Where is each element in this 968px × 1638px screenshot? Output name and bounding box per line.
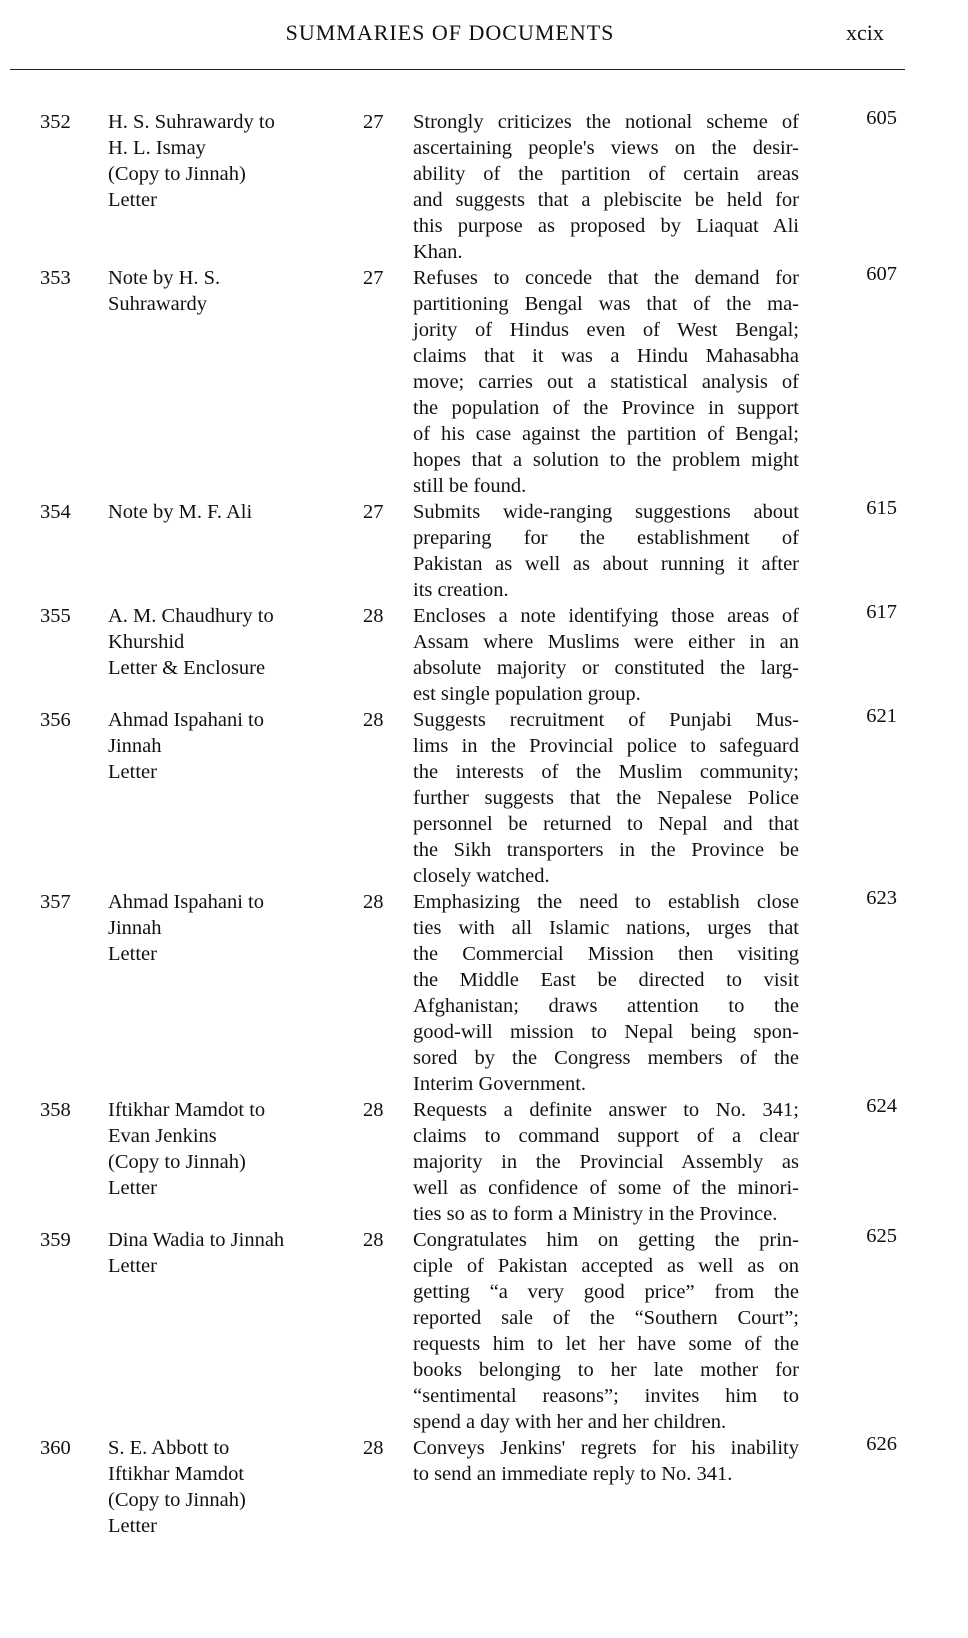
summary-line: ties with all Islamic nations, urges that xyxy=(413,917,799,939)
summary-line: ties so as to form a Ministry in the Province. xyxy=(413,1203,778,1225)
summary-line: Emphasizing the need to establish close xyxy=(413,891,799,913)
document-summary xyxy=(413,109,799,265)
summary-line: Refuses to concede that the demand for xyxy=(413,267,799,289)
document-page: 624 xyxy=(866,1095,897,1117)
document-page: 617 xyxy=(866,601,897,623)
document-entry xyxy=(0,603,968,707)
from-line: Evan Jenkins xyxy=(108,1125,217,1147)
document-summary xyxy=(413,499,799,603)
from-line: S. E. Abbott to xyxy=(108,1437,230,1459)
document-entry xyxy=(0,1433,968,1537)
from-line: A. M. Chaudhury to xyxy=(108,605,274,627)
from-line: Suhrawardy xyxy=(108,293,208,315)
document-number: 354 xyxy=(40,501,71,523)
summary-line: Khan. xyxy=(413,241,463,263)
document-from xyxy=(108,1097,348,1201)
running-header-title: SUMMARIES OF DOCUMENTS xyxy=(285,20,615,45)
from-line: Jinnah xyxy=(108,917,162,939)
from-line: Khurshid xyxy=(108,631,185,653)
summary-line: personnel be returned to Nepal and that xyxy=(413,813,799,835)
summary-line: requests him to let her have some of the xyxy=(413,1333,799,1355)
summary-line: well as confidence of some of the minori- xyxy=(413,1177,799,1199)
summary-line: preparing for the establishment of xyxy=(413,527,799,549)
from-line: Dina Wadia to Jinnah xyxy=(108,1229,285,1251)
document-page: 623 xyxy=(866,887,897,909)
from-line: Note by M. F. Ali xyxy=(108,501,253,523)
summary-line: lims in the Provincial police to safeguard xyxy=(413,735,799,757)
from-line: Jinnah xyxy=(108,735,162,757)
document-number: 358 xyxy=(40,1099,71,1121)
document-date: 28 xyxy=(363,1437,384,1459)
from-line: Letter & Enclosure xyxy=(108,657,266,679)
summary-line: Congratulates him on getting the prin- xyxy=(413,1229,799,1251)
document-from xyxy=(108,109,348,213)
from-line: Letter xyxy=(108,1255,157,1277)
summary-line: Afghanistan; draws attention to the xyxy=(413,995,799,1017)
summary-line: Assam where Muslims were either in an xyxy=(413,631,799,653)
summary-line: Submits wide-ranging suggestions about xyxy=(413,501,799,523)
document-number: 356 xyxy=(40,709,71,731)
document-summary xyxy=(413,603,799,707)
document-entry xyxy=(0,1227,968,1435)
document-summary xyxy=(413,265,799,499)
summary-line: reported sale of the “Southern Court”; xyxy=(413,1307,799,1329)
document-date: 28 xyxy=(363,1099,384,1121)
summary-line: to send an immediate reply to No. 341. xyxy=(413,1463,733,1485)
document-from xyxy=(108,603,348,681)
document-summary xyxy=(413,889,799,1097)
summary-line: hopes that a solution to the problem might xyxy=(413,449,799,471)
page-number: xcix xyxy=(846,20,884,45)
document-date: 28 xyxy=(363,709,384,731)
from-line: Letter xyxy=(108,1177,157,1199)
from-line: Iftikhar Mamdot xyxy=(108,1463,245,1485)
summary-line: the Commercial Mission then visiting xyxy=(413,943,799,965)
document-date: 28 xyxy=(363,605,384,627)
from-line: H. S. Suhrawardy to xyxy=(108,111,275,133)
summary-line: ability of the partition of certain areas xyxy=(413,163,799,185)
document-number: 352 xyxy=(40,111,71,133)
document-date: 28 xyxy=(363,1229,384,1251)
summary-line: Pakistan as well as about running it after xyxy=(413,553,799,575)
document-entry xyxy=(0,499,968,603)
summary-line: books belonging to her late mother for xyxy=(413,1359,799,1381)
summary-line: spend a day with her and her children. xyxy=(413,1411,727,1433)
document-summary xyxy=(413,1227,799,1435)
from-line: Ahmad Ispahani to xyxy=(108,891,264,913)
summary-line: the Middle East be directed to visit xyxy=(413,969,799,991)
summary-line: the Sikh transporters in the Province be xyxy=(413,839,799,861)
summary-line: closely watched. xyxy=(413,865,550,887)
document-from xyxy=(108,1227,348,1279)
summary-line: move; carries out a statistical analysis of xyxy=(413,371,799,393)
summary-line: still be found. xyxy=(413,475,527,497)
document-entry xyxy=(0,1097,968,1227)
document-page: 615 xyxy=(866,497,897,519)
document-from xyxy=(108,1435,348,1539)
summary-line: and suggests that a plebiscite be held for xyxy=(413,189,799,211)
document-summary xyxy=(413,1435,799,1487)
summary-line: ciple of Pakistan accepted as well as on xyxy=(413,1255,799,1277)
document-number: 359 xyxy=(40,1229,71,1251)
summary-line: the population of the Province in support xyxy=(413,397,799,419)
summary-line: partitioning Bengal was that of the ma- xyxy=(413,293,799,315)
summary-line: sored by the Congress members of the xyxy=(413,1047,799,1069)
summary-line: getting “a very good price” from the xyxy=(413,1281,799,1303)
summary-line: Strongly criticizes the notional scheme of xyxy=(413,111,799,133)
summary-line: further suggests that the Nepalese Police xyxy=(413,787,799,809)
summary-line: “sentimental reasons”; invites him to xyxy=(413,1385,799,1407)
document-page: 626 xyxy=(866,1433,897,1455)
document-entry xyxy=(0,707,968,889)
from-line: Iftikhar Mamdot to xyxy=(108,1099,266,1121)
from-line: H. L. Ismay xyxy=(108,137,206,159)
summary-line: good-will mission to Nepal being spon- xyxy=(413,1021,799,1043)
document-number: 360 xyxy=(40,1437,71,1459)
document-from xyxy=(108,889,348,967)
summary-line: ascertaining people's views on the desir- xyxy=(413,137,799,159)
document-date: 27 xyxy=(363,501,384,523)
summary-line: absolute majority or constituted the larg- xyxy=(413,657,799,679)
summary-line: Interim Government. xyxy=(413,1073,587,1095)
from-line: Ahmad Ispahani to xyxy=(108,709,264,731)
document-page: 607 xyxy=(866,263,897,285)
document-number: 353 xyxy=(40,267,71,289)
summary-line: est single population group. xyxy=(413,683,641,705)
document-entry xyxy=(0,265,968,499)
document-number: 357 xyxy=(40,891,71,913)
summary-line: the interests of the Muslim community; xyxy=(413,761,799,783)
document-from xyxy=(108,499,348,525)
document-date: 28 xyxy=(363,891,384,913)
summary-line: jority of Hindus even of West Bengal; xyxy=(413,319,799,341)
summary-line: claims that it was a Hindu Mahasabha xyxy=(413,345,799,367)
summary-line: majority in the Provincial Assembly as xyxy=(413,1151,799,1173)
summary-line: claims to command support of a clear xyxy=(413,1125,799,1147)
summary-line: Conveys Jenkins' regrets for his inability xyxy=(413,1437,799,1459)
summary-line: of his case against the partition of Bengal; xyxy=(413,423,799,445)
document-date: 27 xyxy=(363,111,384,133)
from-line: (Copy to Jinnah) xyxy=(108,1151,246,1173)
from-line: Letter xyxy=(108,1515,157,1537)
from-line: (Copy to Jinnah) xyxy=(108,163,246,185)
document-from xyxy=(108,265,348,317)
summary-line: its creation. xyxy=(413,579,509,601)
document-entry xyxy=(0,109,968,265)
from-line: Letter xyxy=(108,761,157,783)
document-page: 625 xyxy=(866,1225,897,1247)
document-summary xyxy=(413,707,799,889)
document-entry xyxy=(0,889,968,1097)
summary-line: Suggests recruitment of Punjabi Mus- xyxy=(413,709,799,731)
summary-line: this purpose as proposed by Liaquat Ali xyxy=(413,215,799,237)
document-date: 27 xyxy=(363,267,384,289)
document-page: 621 xyxy=(866,705,897,727)
summary-line: Encloses a note identifying those areas of xyxy=(413,605,799,627)
from-line: Letter xyxy=(108,189,157,211)
document-summary xyxy=(413,1097,799,1227)
document-page: 605 xyxy=(866,107,897,129)
document-summary-list xyxy=(0,107,968,1537)
header-rule xyxy=(10,69,905,70)
from-line: (Copy to Jinnah) xyxy=(108,1489,246,1511)
summary-line: Requests a definite answer to No. 341; xyxy=(413,1099,799,1121)
from-line: Note by H. S. xyxy=(108,267,221,289)
from-line: Letter xyxy=(108,943,157,965)
document-from xyxy=(108,707,348,785)
document-number: 355 xyxy=(40,605,71,627)
